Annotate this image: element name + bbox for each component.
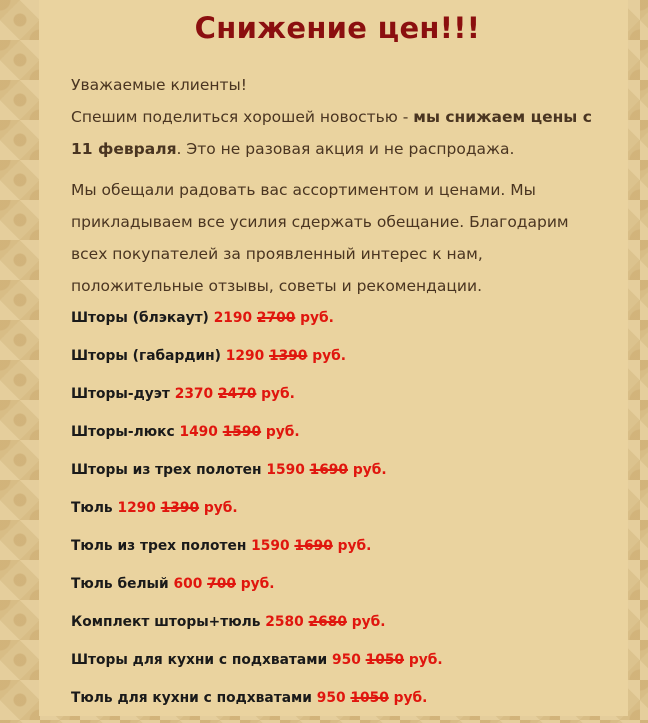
news-paragraph [71, 101, 604, 165]
greeting-line: Уважаемые клиенты! [71, 76, 247, 94]
price-item [71, 343, 604, 381]
currency: руб. [408, 652, 443, 668]
price-item [71, 305, 604, 343]
price-list [71, 305, 604, 723]
new-price: 600 [173, 576, 203, 592]
currency: руб. [203, 500, 238, 516]
price-item [71, 685, 604, 723]
new-price: 1590 [251, 538, 290, 554]
currency: руб. [261, 386, 295, 402]
thanks-text: Благодарим всех покупателей за проявленный интерес к нам, положительные отзывы, советы и рекомендации. [71, 213, 569, 295]
old-price: 1050 [350, 690, 389, 706]
new-price: 950 [332, 652, 361, 668]
old-price: 1390 [160, 500, 200, 516]
price-item [71, 495, 604, 533]
currency: руб. [351, 614, 386, 630]
news-prefix: Спешим поделиться хорошей новостью - [71, 108, 414, 126]
news-suffix: . Это не разовая акция и не распродажа. [176, 140, 515, 158]
old-price: 1390 [269, 348, 308, 364]
new-price: 2190 [213, 310, 253, 326]
page-title: Снижение цен!!! [194, 11, 481, 45]
price-item [71, 571, 604, 609]
new-price: 2580 [265, 614, 304, 630]
item-name: Шторы для кухни с подхватами [71, 652, 328, 668]
content-panel [39, 0, 628, 716]
new-price: 1490 [179, 424, 218, 440]
new-price: 950 [316, 690, 346, 706]
price-item [71, 381, 604, 419]
currency: руб. [300, 310, 334, 326]
item-name: Тюль из трех полотен [71, 538, 247, 554]
price-item [71, 457, 604, 495]
old-price: 2700 [256, 310, 296, 326]
item-name: Шторы (блэкаут) [71, 310, 209, 326]
item-name: Тюль для кухни с подхватами [71, 690, 312, 706]
price-item [71, 647, 604, 685]
intro-text [71, 69, 604, 302]
currency: руб. [265, 424, 300, 440]
old-price: 1050 [365, 652, 405, 668]
item-name: Комплект шторы+тюль [71, 614, 261, 630]
price-item [71, 533, 604, 571]
new-price: 1290 [225, 348, 265, 364]
price-item [71, 419, 604, 457]
currency: руб. [393, 690, 428, 706]
currency: руб. [312, 348, 346, 364]
new-price: 1290 [117, 500, 156, 516]
currency: руб. [352, 462, 387, 478]
news-highlight: мы снижаем цены с 11 февраля [71, 108, 592, 158]
item-name: Тюль белый [71, 576, 169, 592]
promise-text: Мы обещали радовать вас ассортиментом и ценами. Мы прикладываем все усилия сдержать обещание. [71, 181, 536, 231]
old-price: 2470 [217, 386, 257, 402]
old-price: 700 [207, 576, 236, 592]
old-price: 1590 [222, 424, 262, 440]
item-name: Шторы (габардин) [71, 348, 221, 364]
new-price: 1590 [266, 462, 305, 478]
old-price: 2680 [308, 614, 347, 630]
currency: руб. [240, 576, 275, 592]
item-name: Шторы-люкс [71, 424, 175, 440]
new-price: 2370 [174, 386, 214, 402]
item-name: Шторы-дуэт [71, 386, 170, 402]
item-name: Тюль [71, 500, 113, 516]
old-price: 1690 [294, 538, 333, 554]
promise-paragraph [71, 174, 604, 302]
price-item [71, 609, 604, 647]
item-name: Шторы из трех полотен [71, 462, 262, 478]
currency: руб. [337, 538, 372, 554]
old-price: 1690 [309, 462, 349, 478]
